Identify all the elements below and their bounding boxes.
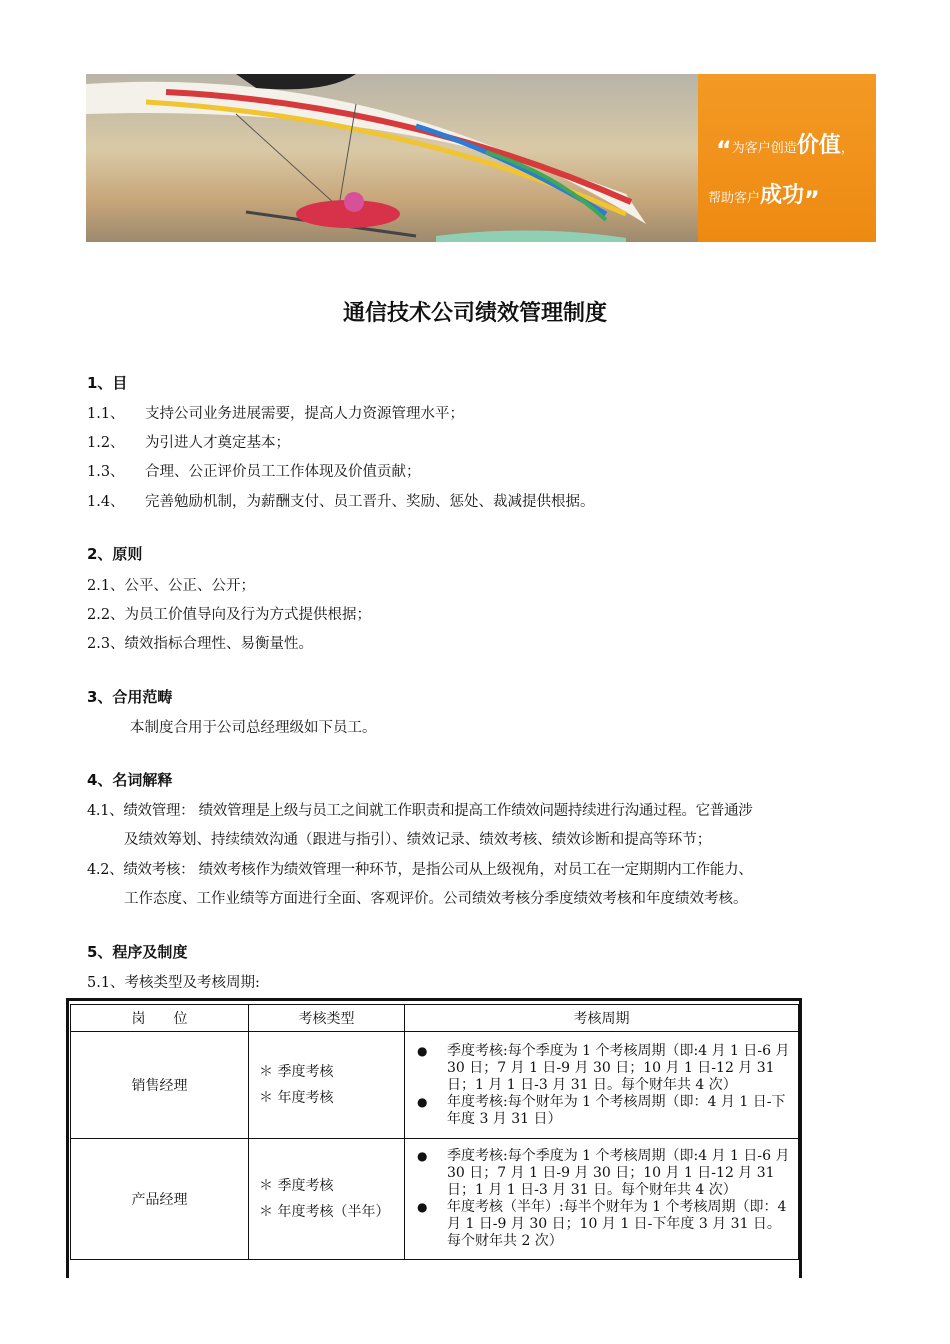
list-item: ● 季度考核:每个季度为 1 个考核周期（即:4 月 1 日-6 月 30 日；7 月 1 日-9 月 30 日；10 月 1 日-12 月 31 日；1 月 1 日-3 月 31 日。每个财年共 4 次） [411,1148,794,1199]
header-assessment-type: 考核类型 [249,1005,405,1032]
document-title: 通信技术公司绩效管理制度 [342,301,607,326]
assessment-table [70,1004,799,1260]
bullet-icon: ● [417,1149,428,1163]
definition-performance-appraisal: 4.2、绩效考核： 绩效考核作为绩效管理一种环节，是指公司从上级视角，对员工在一定期期内工作能力、 [87,862,753,878]
section-5-heading: 5、程序及制度 [87,943,188,961]
slogan-line-2: 帮助客户成功” [708,183,820,214]
section-1-item: 1.2、 为引进人才奠定基本； [87,435,290,451]
section-2-item: 2.3、绩效指标合理性、易衡量性。 [87,636,314,652]
bullet-icon: ● [417,1043,428,1058]
list-item: ● 年度考核:每个财年为 1 个考核周期（即：4 月 1 日-下年度 3 月 31 日） [411,1094,794,1128]
cell-assessment-periods [405,1032,799,1139]
section-3-text: 本制度合用于公司总经理级如下员工。 [130,720,377,736]
bullet-icon: ● [417,1200,428,1214]
cell-position: 产品经理 [71,1139,249,1260]
list-item: ● 年度考核（半年）:每半个财年为 1 个考核周期（即：4 月 1 日-9 月 30 日；10 月 1 日-下年度 3 月 31 日。每个财年共 2 次） [411,1199,794,1250]
assessment-type: ＊ 季度考核 [259,1178,334,1194]
section-2-heading: 2、原则 [87,545,143,563]
section-1-item: 1.4、 完善勉励机制，为薪酬支付、员工晋升、奖励、惩处、裁减提供根据。 [87,494,595,510]
table-header-row [71,1005,799,1032]
bullet-icon: ● [417,1094,428,1109]
table-row [71,1032,799,1139]
definition-performance-management: 4.1、绩效管理： 绩效管理是上级与员工之间就工作职责和提高工作绩效问题持续进行沟通过程。它普通涉 [87,803,753,819]
header-position: 岗 位 [71,1005,249,1032]
section-1-item: 1.3、 合理、公正评价员工工作体现及价值贡献； [87,464,421,480]
assessment-type: ＊ 年度考核（半年） [259,1204,390,1220]
definition-performance-management-cont: 及绩效筹划、持续绩效沟通（跟进与指引）、绩效记录、绩效考核、绩效诊断和提高等环节； [124,832,712,848]
definition-performance-appraisal-cont: 工作态度、工作业绩等方面进行全面、客观评价。公司绩效考核分季度绩效考核和年度绩效考核。 [124,891,748,907]
table-row [71,1139,799,1260]
header-banner [86,74,876,242]
section-2-item: 2.1、公平、公正、公开； [87,578,256,594]
section-1-heading: 1、目 [87,374,128,392]
section-3-heading: 3、合用范畴 [87,688,173,706]
header-assessment-period: 考核周期 [405,1005,799,1032]
list-item: ● 季度考核:每个季度为 1 个考核周期（即:4 月 1 日-6 月 30 日；7 月 1 日-9 月 30 日；10 月 1 日-12 月 31 日；1 月 1 日-3 月 31 日。每个财年共 4 次） [411,1043,794,1094]
section-1-item: 1.1、 支持公司业务进展需要，提高人力资源管理水平； [87,406,464,422]
cell-assessment-types [249,1032,405,1139]
banner-slogan [698,74,876,242]
cell-assessment-types [249,1139,405,1260]
assessment-type: ＊ 季度考核 [259,1064,334,1080]
hang-glider-illustration [86,74,698,242]
section-4-heading: 4、名词解释 [87,771,173,789]
hang-glider-photo [86,74,698,242]
assessment-type: ＊ 年度考核 [259,1090,334,1106]
section-2-item: 2.2、为员工价值导向及行为方式提供根据； [87,607,372,623]
section-5-subheading: 5.1、考核类型及考核周期: [87,975,260,991]
slogan-line-1: “为客户创造价值， [716,133,854,164]
cell-position: 销售经理 [71,1032,249,1139]
cell-assessment-periods [405,1139,799,1260]
